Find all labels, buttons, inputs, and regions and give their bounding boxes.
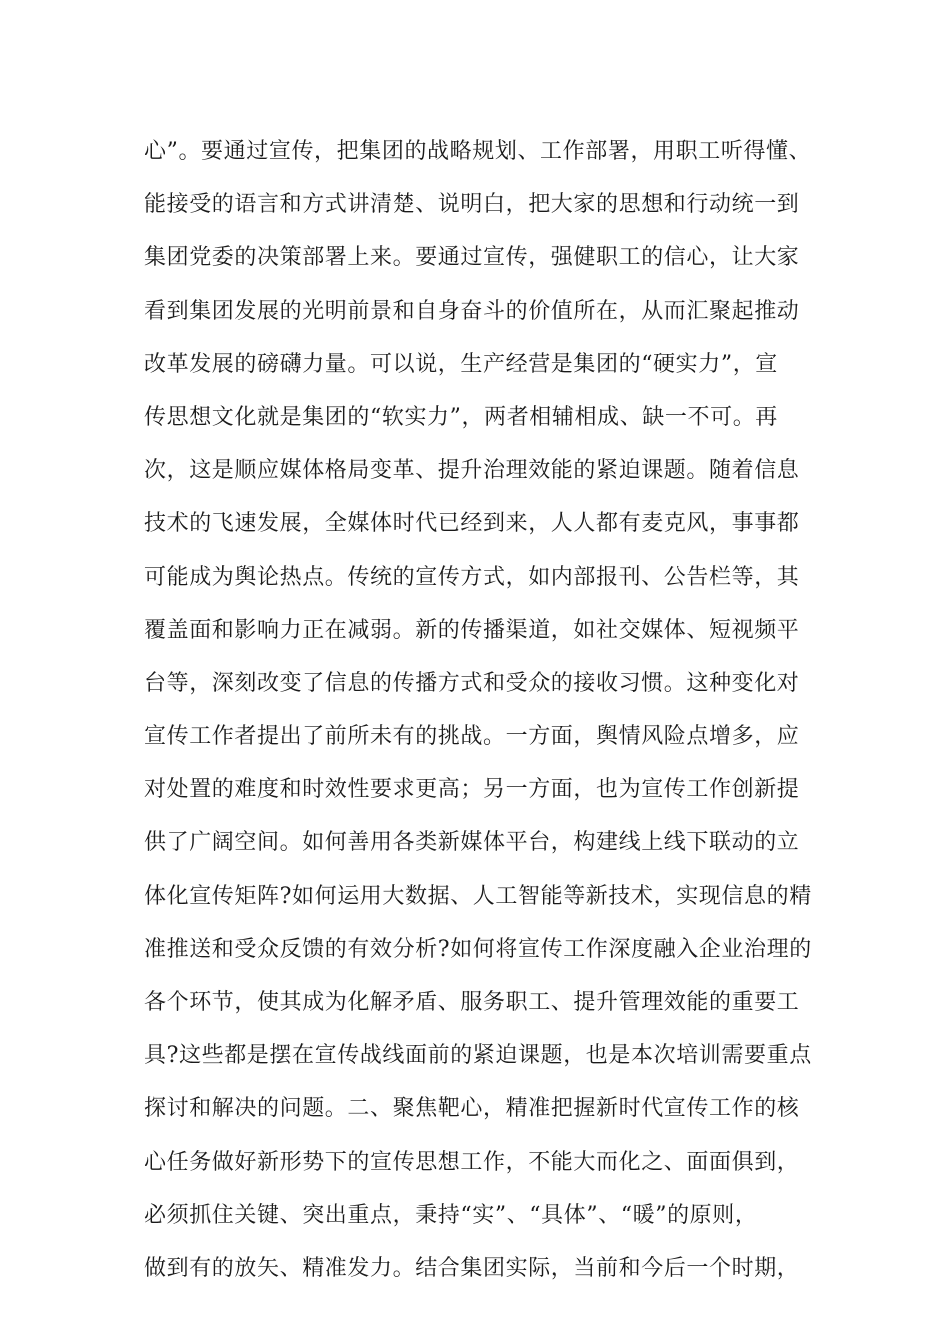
text-line: 传思想文化就是集团的“软实力”，两者相辅相成、缺一不可。再 xyxy=(144,404,778,430)
body-text xyxy=(144,125,824,1295)
text-line: 具?这些都是摆在宣传战线面前的紧迫课题，也是本次培训需要重点 xyxy=(144,1043,812,1069)
text-line: 做到有的放矢、精准发力。结合集团实际，当前和今后一个时期， xyxy=(144,1255,800,1281)
text-line: 供了广阔空间。如何善用各类新媒体平台，构建线上线下联动的立 xyxy=(144,830,800,856)
text-line: 技术的飞速发展，全媒体时代已经到来，人人都有麦克风，事事都 xyxy=(144,511,800,537)
text-line: 能接受的语言和方式讲清楚、说明白，把大家的思想和行动统一到 xyxy=(144,192,800,218)
text-line: 集团党委的决策部署上来。要通过宣传，强健职工的信心，让大家 xyxy=(144,245,800,271)
text-line: 对处置的难度和时效性要求更高；另一方面，也为宣传工作创新提 xyxy=(144,777,800,803)
text-line: 必须抓住关键、突出重点，秉持“实”、“具体”、“暖”的原则， xyxy=(144,1202,758,1228)
text-line: 改革发展的磅礴力量。可以说，生产经营是集团的“硬实力”，宣 xyxy=(144,351,778,377)
text-line: 心任务做好新形势下的宣传思想工作，不能大而化之、面面俱到， xyxy=(144,1149,800,1175)
text-line: 各个环节，使其成为化解矛盾、服务职工、提升管理效能的重要工 xyxy=(144,990,800,1015)
text-line: 准推送和受众反馈的有效分析?如何将宣传工作深度融入企业治理的 xyxy=(144,936,812,962)
text-line: 探讨和解决的问题。二、聚焦靶心，精准把握新时代宣传工作的核 xyxy=(144,1096,800,1122)
text-line: 体化宣传矩阵?如何运用大数据、人工智能等新技术，实现信息的精 xyxy=(144,883,812,909)
text-line: 覆盖面和影响力正在减弱。新的传播渠道，如社交媒体、短视频平 xyxy=(144,617,800,643)
text-line: 台等，深刻改变了信息的传播方式和受众的接收习惯。这种变化对 xyxy=(144,670,800,696)
text-line: 看到集团发展的光明前景和自身奋斗的价值所在，从而汇聚起推动 xyxy=(144,298,800,324)
text-line: 宣传工作者提出了前所未有的挑战。一方面，舆情风险点增多，应 xyxy=(144,724,800,750)
text-line: 次，这是顺应媒体格局变革、提升治理效能的紧迫课题。随着信息 xyxy=(144,458,800,484)
text-line: 可能成为舆论热点。传统的宣传方式，如内部报刊、公告栏等，其 xyxy=(144,564,800,590)
text-line: 心”。要通过宣传，把集团的战略规划、工作部署，用职工听得懂、 xyxy=(144,139,812,164)
